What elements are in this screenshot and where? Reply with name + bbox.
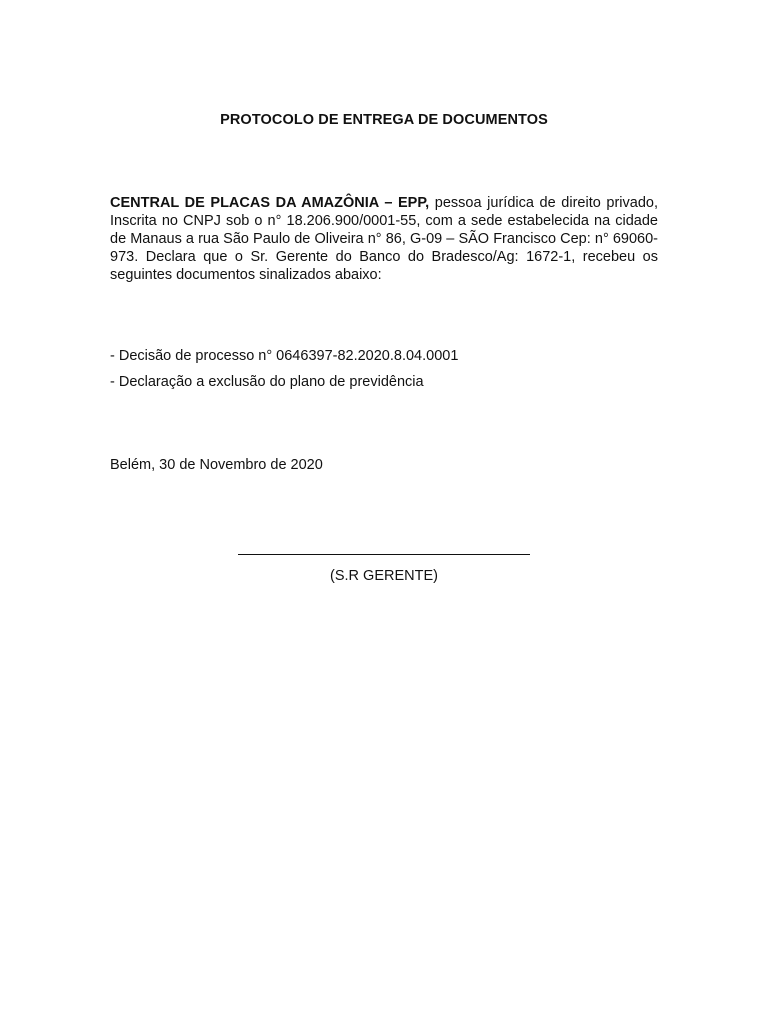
intro-paragraph <box>110 194 658 284</box>
signature-line <box>238 544 530 555</box>
signature-block <box>0 544 768 584</box>
company-name: CENTRAL DE PLACAS DA AMAZÔNIA – EPP, <box>110 195 430 211</box>
date-line: Belém, 30 de Novembro de 2020 <box>110 457 323 473</box>
intro-text: pessoa jurídica de direito privado, Inscrita no CNPJ sob o n° 18.206.900/0001-55, com a sede estabelecida na cidade de Manaus a rua São Paulo de Oliveira n° 86, G-09 – SÃO Francisco Cep: n° 69060-973. Declara que o Sr. Gerente do Banco do Bradesco/Ag: 1672-1, recebeu os seguintes documentos sinalizados abaixo: <box>110 195 658 283</box>
document-list <box>110 347 658 399</box>
list-item: - Decisão de processo n° 0646397-82.2020.8.04.0001 <box>110 348 459 364</box>
document-title: PROTOCOLO DE ENTREGA DE DOCUMENTOS <box>220 112 548 128</box>
signature-label: (S.R GERENTE) <box>330 568 438 584</box>
list-item: - Declaração a exclusão do plano de previdência <box>110 374 424 390</box>
